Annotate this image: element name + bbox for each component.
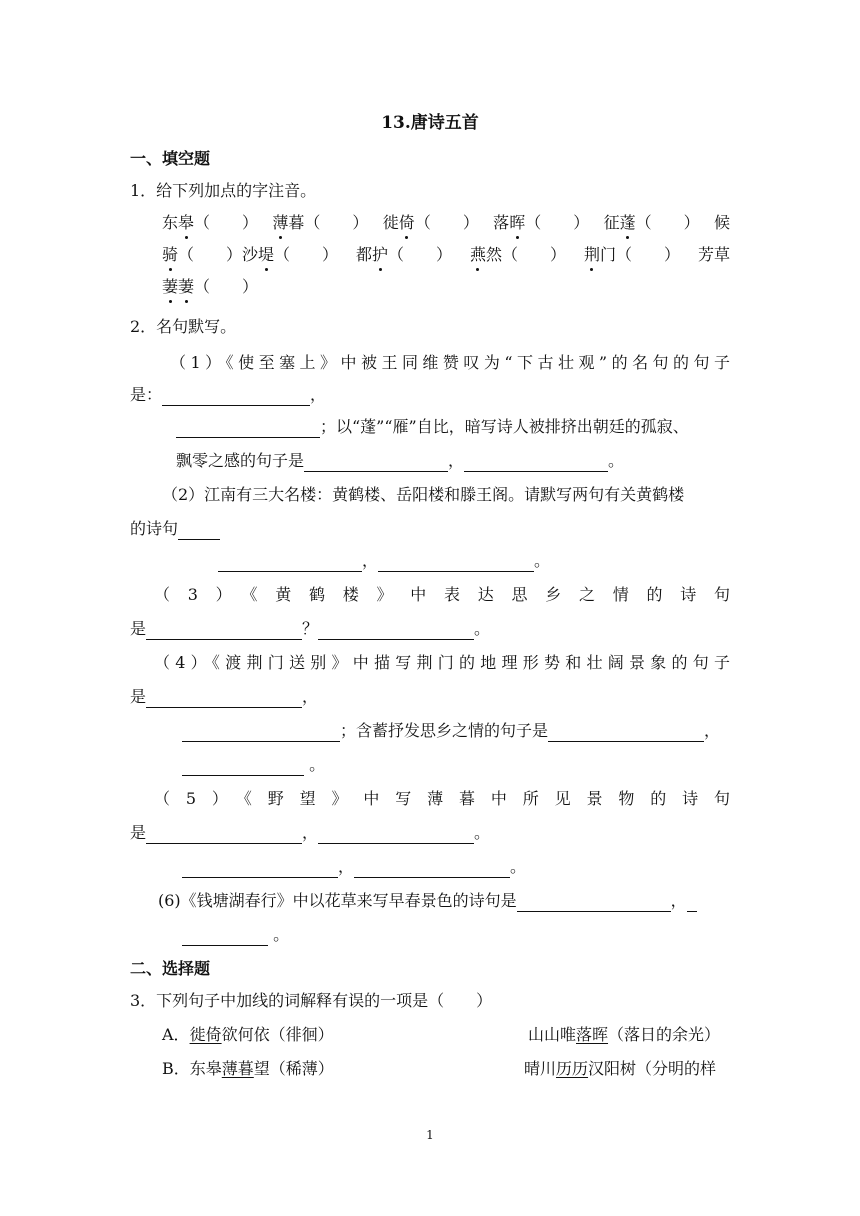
q2-stem: 2．名句默写。 xyxy=(130,317,237,336)
answer-blank[interactable] xyxy=(318,825,474,844)
q1-item-zhengpeng: 征蓬（ ） xyxy=(603,213,700,232)
answer-blank[interactable] xyxy=(178,521,220,540)
q1-item-duhu: 都护（ ） xyxy=(356,245,453,264)
q1-row-2 xyxy=(162,244,730,266)
answer-blank[interactable] xyxy=(318,621,474,640)
q2-part4-line2: 是 ， xyxy=(130,687,319,706)
q1-item-xiyi: 徙倚（ ） xyxy=(382,213,479,232)
q1-item-yanran: 燕然（ ） xyxy=(469,245,567,264)
page-number: 1 xyxy=(426,1128,434,1142)
q2-part4-line3: ；含蓄抒发思乡之情的句子是 ， xyxy=(182,720,720,742)
q2-part1-line4: 飘零之感的句子是 ， 。 xyxy=(176,451,625,470)
section-heading-fill-in: 一、填空题 xyxy=(130,149,211,168)
q1-item-hou: 候 xyxy=(713,213,730,232)
answer-blank[interactable] xyxy=(146,621,302,640)
answer-blank[interactable] xyxy=(146,689,302,708)
q1-item-jingmen: 荆门（ ） xyxy=(583,245,681,264)
q3-option-b-right: 晴川历历汉阳树（分明的样 xyxy=(524,1059,717,1078)
answer-blank[interactable] xyxy=(354,859,510,878)
q3-option-b-left: B．东皋薄暮望（稀薄） xyxy=(162,1059,334,1078)
q2-part5-line3: ， 。 xyxy=(182,856,526,878)
answer-blank[interactable] xyxy=(218,553,362,572)
q3-stem: 3．下列句子中加线的词解释有误的一项是（ ） xyxy=(130,991,493,1010)
answer-blank[interactable] xyxy=(304,453,448,472)
q2-part2-line2: 的诗句 xyxy=(130,518,220,540)
q1-item-luohui: 落晖（ ） xyxy=(493,213,590,232)
q1-stem: 1．给下列加点的字注音。 xyxy=(130,181,317,200)
q2-part5-prompt: （5）《野望》中写薄暮中所见景物的诗句 xyxy=(154,789,730,808)
answer-blank[interactable] xyxy=(517,893,671,912)
q2-part2-prompt: （2）江南有三大名楼：黄鹤楼、岳阳楼和滕王阁。请默写两句有关黄鹤楼 xyxy=(162,485,685,504)
answer-blank[interactable] xyxy=(687,893,697,912)
q1-item-bomu: 薄暮（ ） xyxy=(272,213,369,232)
answer-blank[interactable] xyxy=(176,419,320,438)
answer-blank[interactable] xyxy=(146,825,302,844)
q2-part4-prompt: （4）《渡荆门送别》中描写荆门的地理形势和壮阔景象的句子 xyxy=(154,653,730,672)
q1-item-donggao: 东皋（ ） xyxy=(162,213,259,232)
answer-blank[interactable] xyxy=(162,387,310,406)
section-heading-choice: 二、选择题 xyxy=(130,959,211,978)
q1-row-3: 萋萋（ ） xyxy=(162,277,259,296)
answer-blank[interactable] xyxy=(182,723,340,742)
q2-part1-prompt: （1）《使至塞上》中被王同维赞叹为“下古壮观”的名句的句子 xyxy=(170,353,730,372)
q2-part1-line2: 是： ， xyxy=(130,385,327,404)
answer-blank[interactable] xyxy=(182,757,304,776)
page-title: 13.唐诗五首 xyxy=(381,113,479,133)
q2-part1-line3: ；以“蓬”“雁”自比，暗写诗人被排挤出朝廷的孤寂、 xyxy=(176,416,689,438)
answer-blank[interactable] xyxy=(548,723,704,742)
q2-part5-line2: 是 ， 。 xyxy=(130,823,491,842)
q2-part4-line4: 。 xyxy=(182,754,325,776)
answer-blank[interactable] xyxy=(464,453,608,472)
q1-item-fangcao: 芳草 xyxy=(697,245,730,264)
q2-part2-line3: ， 。 xyxy=(218,550,550,572)
q3-option-a-left: A．徙倚欲何依（徘徊） xyxy=(162,1025,334,1044)
q2-part6-line2: 。 xyxy=(182,924,289,946)
answer-blank[interactable] xyxy=(182,859,338,878)
q2-part6-line1: (6)《钱塘湖春行》中以花草来写早春景色的诗句是 ， xyxy=(158,890,697,912)
q1-item-ji-shadi: 骑（ ）沙堤（ ） xyxy=(162,245,339,264)
q3-option-a-right: 山山唯落晖（落日的余光） xyxy=(528,1025,721,1044)
answer-blank[interactable] xyxy=(378,553,534,572)
q2-part3-prompt: （3）《黄鹤楼》中表达思乡之情的诗句 xyxy=(154,585,730,604)
answer-blank[interactable] xyxy=(182,927,268,946)
q2-part3-line2: 是 ？ 。 xyxy=(130,619,491,638)
q1-row-1 xyxy=(162,212,730,234)
